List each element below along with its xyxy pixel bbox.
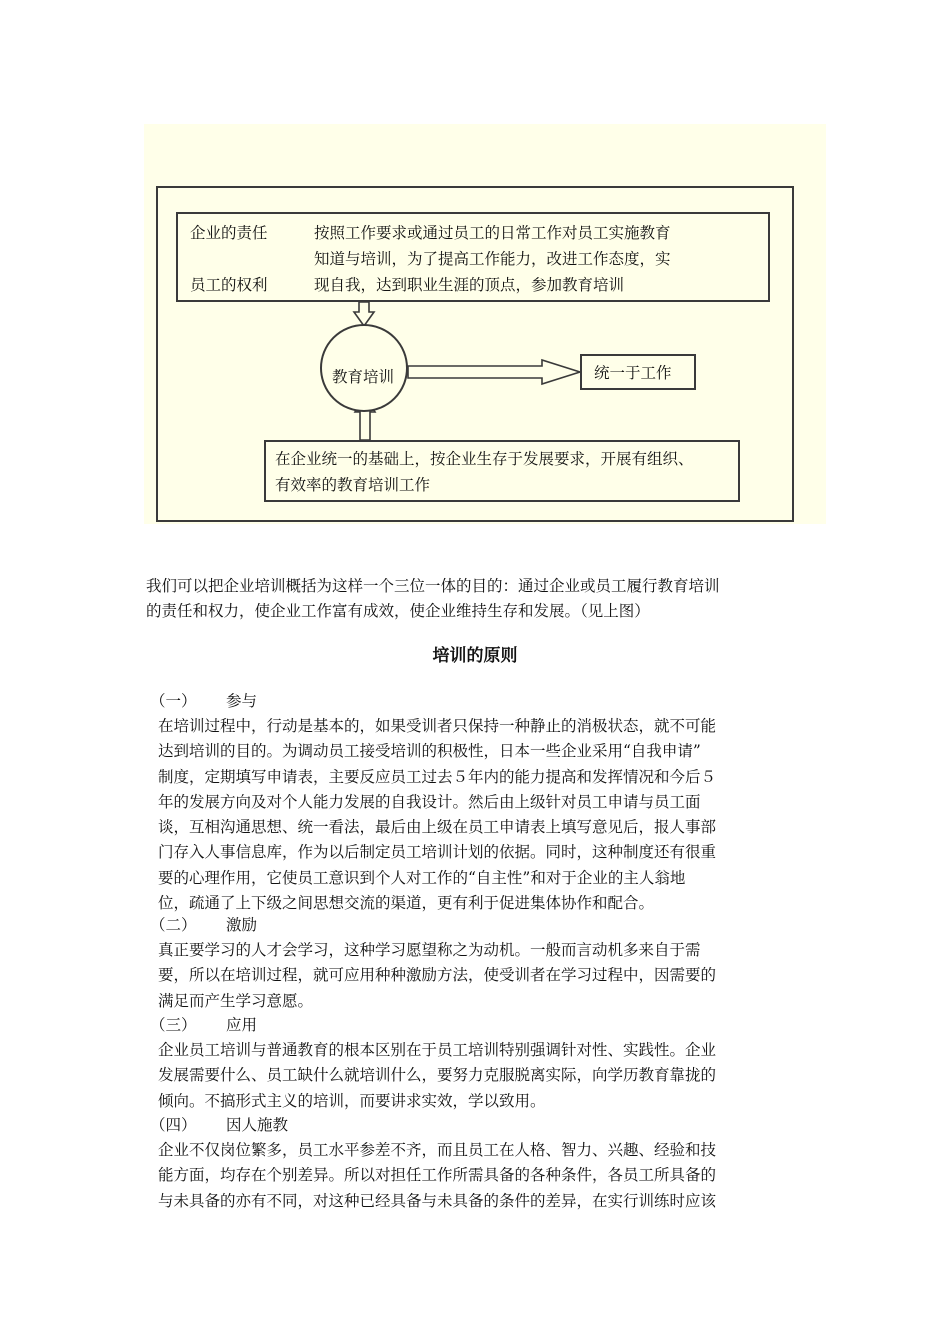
body-line: 与未具备的亦有不同，对这种已经具备与未具备的条件的差异，在实行训练时应该 [158,1191,717,1210]
body-line: 谈，互相沟通思想、统一看法，最后由上级在员工申请表上填写意见后，报人事部 [158,818,717,837]
development-text-line-1: 在企业统一的基础上，按企业生存于发展要求，开展有组织、 [275,450,694,468]
body-line: 在培训过程中，行动是基本的，如果受训者只保持一种静止的消极状态，就不可能 [158,717,717,735]
body-line: 要，所以在培训过程，就可应用种种激励方法，使受训者在学习过程中，因需要的 [158,966,717,985]
responsibility-text-line-3: 现自我，达到职业生涯的顶点，参加教育培训 [314,276,625,294]
section-title: 应用 [226,1016,258,1034]
section-number: （三） [150,1016,197,1034]
intro-line-1: 我们可以把企业培训概括为这样一个三位一体的目的：通过企业或员工履行教育培训 [146,577,720,595]
body-line: 制度，定期填写申请表，主要反应员工过去５年内的能力提高和发挥情况和今后５ [158,767,717,786]
section-number: （二） [150,916,197,934]
body-line: 要的心理作用，它使员工意识到个人对工作的“自主性”和对于企业的主人翁地 [158,868,686,887]
unified-work-label: 统一于工作 [594,364,672,382]
section-2-body [158,938,716,1014]
training-diagram [144,124,826,524]
enterprise-responsibility-label: 企业的责任 [190,224,268,242]
section-title: 因人施教 [226,1116,289,1134]
employee-rights-label: 员工的权利 [190,276,268,294]
section-1-body [158,714,716,916]
down-arrow [354,302,374,326]
body-line: 达到培训的目的。为调动员工接受培训的积极性，日本一些企业采用“自我申请” [158,742,701,761]
section-3-title [150,1013,257,1038]
section-number: （四） [150,1116,197,1134]
right-arrow [408,360,580,384]
responsibility-text-line-1: 按照工作要求或通过员工的日常工作对员工实施教育 [314,224,671,242]
body-line: 能方面，均存在个别差异。所以对担任工作所需具备的各种条件，各员工所具备的 [158,1166,717,1185]
body-line: 年的发展方向及对个人能力发展的自我设计。然后由上级针对员工申请与员工面 [158,792,701,811]
section-2-title [150,913,257,938]
education-training-label: 教育培训 [332,368,395,386]
body-line: 企业员工培训与普通教育的根本区别在于员工培训特别强调针对性、实践性。企业 [158,1041,717,1059]
intro-line-2: 的责任和权力，使企业工作富有成效，使企业维持生存和发展。（见上图） [146,602,650,620]
body-line: 满足而产生学习意愿。 [158,991,314,1010]
responsibility-text-line-2: 知道与培训，为了提高工作能力，改进工作态度，实 [314,250,671,268]
body-line: 发展需要什么、员工缺什么就培训什么，要努力克服脱离实际，向学历教育靠拢的 [158,1066,717,1085]
section-title: 参与 [226,692,258,710]
section-3-body [158,1038,716,1114]
section-4-title [150,1113,288,1138]
development-text-line-2: 有效率的教育培训工作 [275,476,431,494]
body-line: 企业不仅岗位繁多，员工水平参差不齐，而且员工在人格、智力、兴趣、经验和技 [158,1141,717,1159]
body-line: 倾向。不搞形式主义的培训，而要讲求实效，学以致用。 [158,1091,546,1110]
section-4-body [158,1138,716,1214]
body-line: 真正要学习的人才会学习，这种学习愿望称之为动机。一般而言动机多来自于需 [158,941,701,959]
body-line: 门存入人事信息库，作为以后制定员工培训计划的依据。同时，这种制度还有很重 [158,843,717,862]
section-heading: 培训的原则 [432,646,518,666]
section-number: （一） [150,692,197,710]
section-1-title [150,689,257,714]
body-line: 位，疏通了上下级之间思想交流的渠道，更有利于促进集体协作和配合。 [158,894,655,913]
section-title: 激励 [226,916,258,934]
